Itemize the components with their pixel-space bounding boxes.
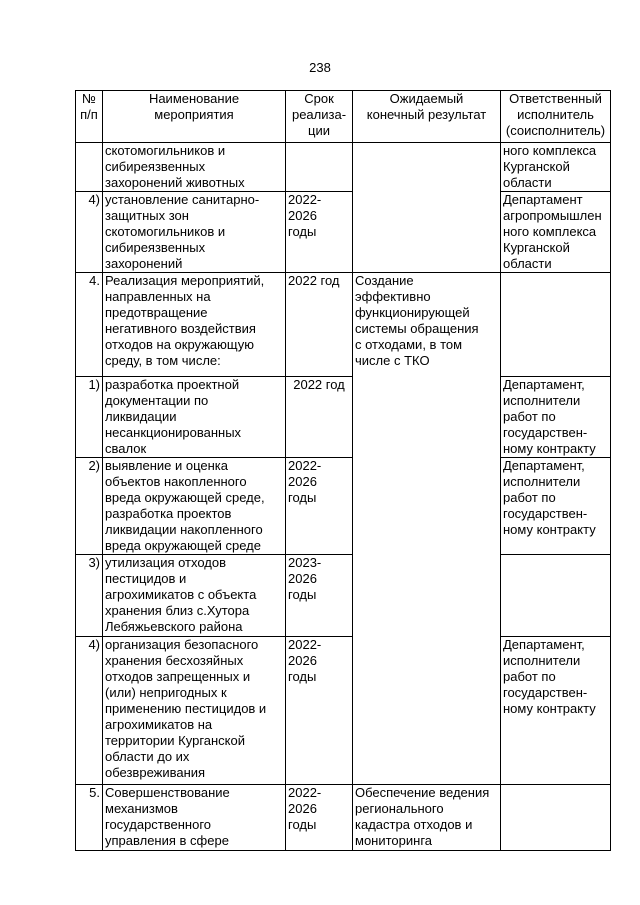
row-term: 2022-2026 годы xyxy=(286,458,353,555)
row-num: 5. xyxy=(76,785,103,851)
row-name: утилизация отходов пестицидов и агрохимикатов с объекта хранения близ с.Хутора Лебяжьевского района xyxy=(103,555,286,637)
row-executor: Департамент, исполнители работ по государствен- ному контракту xyxy=(501,637,611,785)
table-row xyxy=(76,458,611,555)
row-term: 2022 год xyxy=(286,377,353,458)
header-result: Ожидаемый конечный результат xyxy=(353,91,501,143)
table-row xyxy=(76,273,611,377)
row-num: 4) xyxy=(76,637,103,785)
row-result xyxy=(353,143,501,273)
header-name: Наименование мероприятия xyxy=(103,91,286,143)
row-term xyxy=(286,143,353,192)
row-num: 2) xyxy=(76,458,103,555)
page-number: 238 xyxy=(309,60,331,75)
row-result: Обеспечение ведения регионального кадастра отходов и мониторинга xyxy=(353,785,501,851)
table-row xyxy=(76,785,611,851)
row-num: 1) xyxy=(76,377,103,458)
row-name: Реализация мероприятий, направленных на предотвращение негативного воздействия отходов на окружающую среду, в том числе: xyxy=(103,273,286,377)
row-term: 2022-2026 годы xyxy=(286,637,353,785)
row-term: 2023-2026 годы xyxy=(286,555,353,637)
row-result: Создание эффективно функционирующей системы обращения с отходами, в том числе с ТКО xyxy=(353,273,501,785)
row-executor: Департамент, исполнители работ по государствен- ному контракту xyxy=(501,458,611,555)
row-term: 2022 год xyxy=(286,273,353,377)
row-name: выявление и оценка объектов накопленного вреда окружающей среде, разработка проектов ликвидации накопленного вреда окружающей среде xyxy=(103,458,286,555)
table-row xyxy=(76,637,611,785)
table-row xyxy=(76,143,611,192)
measures-table xyxy=(75,90,611,851)
row-executor xyxy=(501,273,611,377)
row-name: скотомогильников и сибиреязвенных захоронений животных xyxy=(103,143,286,192)
header-term: Срок реализа- ции xyxy=(286,91,353,143)
row-num: 3) xyxy=(76,555,103,637)
table-header-row xyxy=(76,91,611,143)
table-row xyxy=(76,377,611,458)
row-term: 2022-2026 годы xyxy=(286,785,353,851)
row-term: 2022-2026 годы xyxy=(286,192,353,273)
table-row xyxy=(76,192,611,273)
row-num: 4. xyxy=(76,273,103,377)
header-executor: Ответственный исполнитель (соисполнитель) xyxy=(501,91,611,143)
row-executor xyxy=(501,555,611,637)
row-executor: Департамент, исполнители работ по государствен- ному контракту xyxy=(501,377,611,458)
row-name: Совершенствование механизмов государственного управления в сфере xyxy=(103,785,286,851)
row-executor: ного комплекса Курганской области xyxy=(501,143,611,192)
row-name: организация безопасного хранения бесхозяйных отходов запрещенных и (или) непригодных к применению пестицидов и агрохимикатов на территории Курганской области до их обезвреживания xyxy=(103,637,286,785)
row-executor: Департамент агропромышлен ного комплекса Курганской области xyxy=(501,192,611,273)
header-num: № п/п xyxy=(76,91,103,143)
row-executor xyxy=(501,785,611,851)
table-row xyxy=(76,555,611,637)
row-num: 4) xyxy=(76,192,103,273)
row-name: установление санитарно- защитных зон скотомогильников и сибиреязвенных захоронений xyxy=(103,192,286,273)
row-name: разработка проектной документации по ликвидации несанкционированных свалок xyxy=(103,377,286,458)
row-num xyxy=(76,143,103,192)
